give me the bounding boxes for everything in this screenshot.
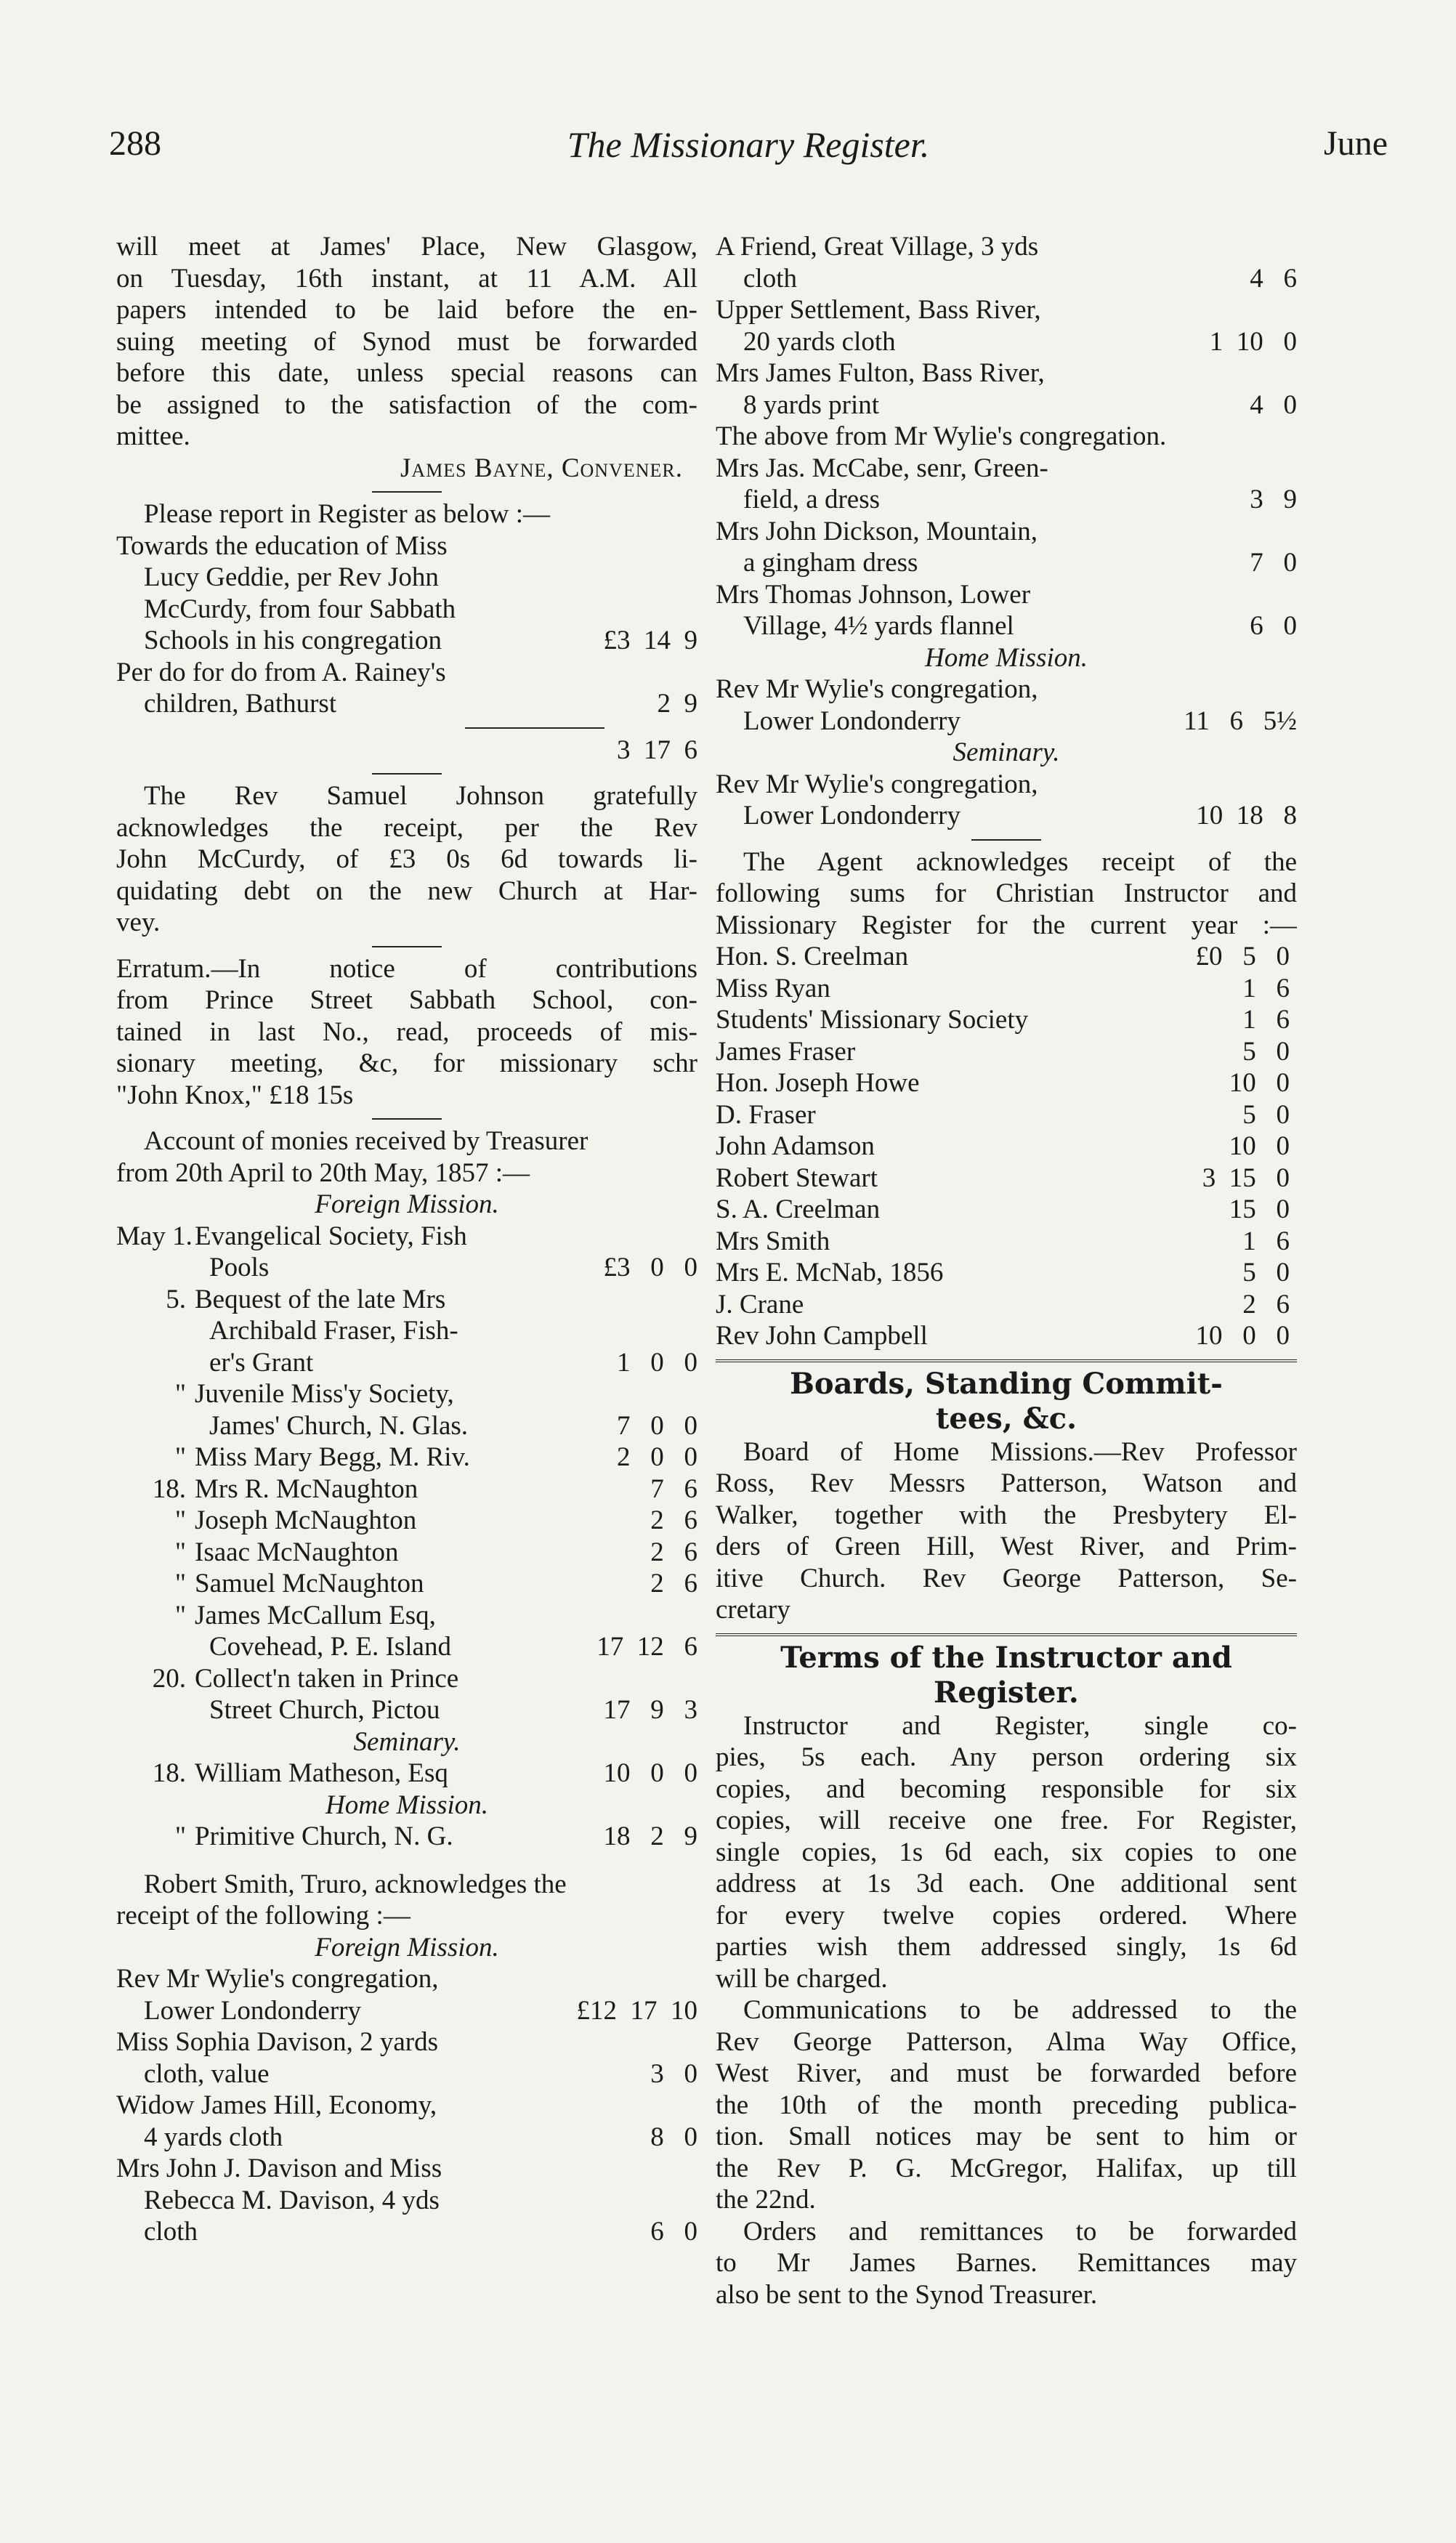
communications-text-line: Communications to be addressed to the bbox=[743, 1995, 1297, 2025]
smith-entry-line: field, a dress 3 9 bbox=[743, 485, 1297, 514]
entry-amount: 1 10 0 bbox=[1209, 326, 1297, 357]
entry-text: Juvenile Miss'y Society, bbox=[195, 1379, 454, 1409]
entry-date: " bbox=[174, 1537, 186, 1567]
agent-name: Mrs E. McNab, 1856 bbox=[716, 1258, 944, 1287]
home-entry-line: Rev Mr Wylie's congregation, bbox=[716, 674, 1038, 704]
entry-amount: 10 0 0 bbox=[603, 1758, 697, 1788]
smith-entry-line: A Friend, Great Village, 3 yds bbox=[716, 232, 1039, 262]
agent-list-item bbox=[716, 1036, 1297, 1068]
treasurer-entry-line bbox=[116, 1537, 697, 1569]
treasurer-entry-line bbox=[116, 1473, 697, 1505]
entry-date: " bbox=[174, 1379, 186, 1409]
treasurer-entry-line bbox=[116, 1378, 697, 1410]
smith-entry-line: Rebecca M. Davison, 4 yds bbox=[144, 2185, 440, 2215]
entry-text: Isaac McNaughton bbox=[195, 1537, 399, 1567]
entry-amount: 7 6 bbox=[650, 1473, 697, 1504]
agent-name: Rev John Campbell bbox=[716, 1321, 928, 1351]
johnson-notice-line: acknowledges the receipt, per the Rev bbox=[116, 812, 697, 843]
boards-heading: tees, &c. bbox=[935, 1401, 1077, 1436]
agent-list-item bbox=[716, 1257, 1297, 1289]
agent-amount: 10 0 bbox=[1229, 1068, 1290, 1098]
agent-amount: 3 15 0 bbox=[1202, 1163, 1290, 1193]
smith-entry-line: Mrs James Fulton, Bass River, bbox=[716, 358, 1045, 388]
seminary-entry-line: Lower Londonderry 10 18 8 bbox=[743, 801, 1297, 830]
treasurer-entry-line bbox=[116, 1663, 697, 1695]
seminary-heading: Seminary. bbox=[953, 737, 1060, 767]
entry-text: Evangelical Society, Fish bbox=[195, 1221, 467, 1251]
agent-amount: 5 0 bbox=[1242, 1036, 1290, 1067]
agent-amount: 15 0 bbox=[1229, 1194, 1290, 1224]
agent-list-item bbox=[716, 1099, 1297, 1131]
agent-name: Students' Missionary Society bbox=[716, 1005, 1029, 1035]
synod-notice-line: on Tuesday, 16th instant, at 11 A.M. All bbox=[116, 263, 697, 294]
boards-text-line: Board of Home Missions.—Rev Professor bbox=[743, 1436, 1297, 1467]
synod-notice-line: papers intended to be laid before the en- bbox=[116, 295, 697, 325]
entry-amount: 1 0 0 bbox=[617, 1347, 697, 1378]
agent-amount: 5 0 bbox=[1242, 1258, 1290, 1287]
entry-amount: 18 2 9 bbox=[603, 1822, 697, 1851]
smith-entry-line: Widow James Hill, Economy, bbox=[116, 2090, 437, 2120]
report-item-line: Lucy Geddie, per Rev John bbox=[144, 562, 439, 592]
entry-date: " bbox=[174, 1822, 186, 1851]
agent-intro-line: following sums for Christian Instructor and bbox=[716, 878, 1297, 908]
page-number: 288 bbox=[109, 124, 161, 163]
boards-text-line: itive Church. Rev George Patterson, Se- bbox=[716, 1563, 1297, 1593]
agent-list-item bbox=[716, 1004, 1297, 1036]
smith-entry-line: Mrs Jas. McCabe, senr, Green- bbox=[716, 453, 1048, 483]
entry-text: Bequest of the late Mrs bbox=[195, 1284, 446, 1314]
treasurer-entry-line: Covehead, P. E. Island 17 12 6 bbox=[209, 1632, 697, 1662]
smith-entry-line: cloth, value 3 0 bbox=[144, 2058, 697, 2089]
smith-entry-line: 8 yards print 4 0 bbox=[743, 389, 1297, 420]
terms-text-line: pies, 5s each. Any person ordering six bbox=[716, 1742, 1297, 1772]
entry-amount: 8 0 bbox=[650, 2122, 697, 2152]
entry-amount: 2 6 bbox=[650, 1505, 697, 1535]
terms-text-line: single copies, 1s 6d each, six copies to one bbox=[716, 1837, 1297, 1867]
treasurer-entry-line: Street Church, Pictou 17 9 3 bbox=[209, 1695, 697, 1725]
spacer bbox=[116, 1853, 697, 1869]
erratum-line: "John Knox," £18 15s bbox=[116, 1080, 354, 1110]
entry-amount: 3 0 bbox=[650, 2058, 697, 2089]
agent-name: John Adamson bbox=[716, 1131, 875, 1161]
total-rule bbox=[116, 720, 697, 735]
agent-name: Hon. S. Creelman bbox=[716, 942, 909, 971]
communications-text-line: the 22nd. bbox=[716, 2185, 816, 2215]
entry-amount: 2 0 0 bbox=[617, 1442, 697, 1472]
agent-name: James Fraser bbox=[716, 1036, 856, 1067]
entry-date: 5. bbox=[166, 1284, 186, 1314]
journal-title: The Missionary Register. bbox=[567, 124, 930, 165]
terms-text-line: parties wish them addressed singly, 1s 6d bbox=[716, 1932, 1297, 1962]
treasurer-intro-line: from 20th April to 20th May, 1857 :— bbox=[116, 1157, 530, 1188]
entry-date: 18. bbox=[152, 1758, 186, 1788]
agent-amount: 1 6 bbox=[1242, 1005, 1290, 1035]
smith-entry-line: cloth 6 0 bbox=[144, 2217, 697, 2247]
smith-heading: Foreign Mission. bbox=[315, 1932, 499, 1962]
report-item-line: Per do for do from A. Rainey's bbox=[116, 657, 446, 687]
agent-list-item bbox=[716, 1067, 1297, 1099]
treasurer-intro-line: Account of monies received by Treasurer bbox=[144, 1126, 589, 1156]
terms-text-line: will be charged. bbox=[716, 1963, 888, 1994]
entry-amount: £3 0 0 bbox=[603, 1253, 697, 1282]
terms-heading: Terms of the Instructor and bbox=[780, 1640, 1232, 1675]
double-rule bbox=[716, 1626, 1297, 1641]
smith-entry-line: Mrs John J. Davison and Miss bbox=[116, 2154, 442, 2183]
communications-text-line: the Rev P. G. McGregor, Halifax, up till bbox=[716, 2153, 1297, 2183]
agent-amount: 5 0 bbox=[1242, 1099, 1290, 1130]
agent-amount: 10 0 bbox=[1229, 1131, 1290, 1161]
treasurer-entry-line bbox=[116, 1600, 697, 1632]
entry-amount: 10 18 8 bbox=[1196, 801, 1297, 830]
smith-entry-line: Upper Settlement, Bass River, bbox=[716, 295, 1041, 325]
johnson-notice-line: The Rev Samuel Johnson gratefully bbox=[144, 781, 697, 811]
entry-amount: 6 0 bbox=[650, 2217, 697, 2247]
treasurer-entry-line bbox=[116, 1758, 697, 1790]
section-rule bbox=[716, 832, 1297, 846]
treasurer-entry-line: James' Church, N. Glas. 7 0 0 bbox=[209, 1410, 697, 1441]
report-item-line: children, Bathurst 2 9 bbox=[144, 689, 697, 719]
communications-text-line: West River, and must be forwarded before bbox=[716, 2058, 1297, 2088]
boards-text-line: Ross, Rev Messrs Patterson, Watson and bbox=[716, 1468, 1297, 1498]
agent-name: Hon. Joseph Howe bbox=[716, 1068, 920, 1098]
left-column bbox=[116, 231, 697, 2248]
agent-name: D. Fraser bbox=[716, 1099, 816, 1130]
agent-list-item bbox=[716, 1131, 1297, 1163]
treasurer-entry-line: er's Grant 1 0 0 bbox=[209, 1347, 697, 1378]
smith-entry-line: 4 yards cloth 8 0 bbox=[144, 2122, 697, 2152]
home-mission-heading: Home Mission. bbox=[924, 642, 1088, 673]
agent-amount: 1 6 bbox=[1242, 973, 1290, 1003]
entry-amount: 11 6 5½ bbox=[1184, 706, 1297, 736]
smith-intro-line: Robert Smith, Truro, acknowledges the bbox=[144, 1869, 567, 1899]
agent-name: Robert Stewart bbox=[716, 1163, 878, 1193]
erratum-line: Erratum.—In notice of contributions bbox=[116, 953, 697, 984]
report-item-line: Schools in his congregation £3 14 9 bbox=[144, 626, 697, 655]
entry-text: Joseph McNaughton bbox=[195, 1505, 417, 1535]
erratum-line: sionary meeting, &c, for missionary schr bbox=[116, 1048, 697, 1078]
agent-list-item bbox=[716, 1194, 1297, 1226]
entry-amount: 7 0 0 bbox=[617, 1410, 697, 1441]
section-rule bbox=[116, 484, 697, 498]
report-item-line: Towards the education of Miss bbox=[116, 530, 448, 561]
entry-text: Miss Mary Begg, M. Riv. bbox=[195, 1442, 470, 1472]
entry-text: Collect'n taken in Prince bbox=[195, 1663, 459, 1694]
entry-amount: 6 0 bbox=[1250, 611, 1297, 641]
boards-text-line: cretary bbox=[716, 1595, 790, 1625]
entry-date: " bbox=[174, 1569, 186, 1598]
entry-amount: 17 9 3 bbox=[603, 1695, 697, 1725]
seminary-entry-line: Rev Mr Wylie's congregation, bbox=[716, 769, 1038, 799]
treasurer-section-heading: Foreign Mission. bbox=[315, 1189, 499, 1219]
synod-notice-line: mittee. bbox=[116, 421, 190, 451]
communications-text-line: Rev George Patterson, Alma Way Office, bbox=[716, 2026, 1297, 2057]
treasurer-entry-line bbox=[116, 1442, 697, 1473]
section-rule bbox=[116, 766, 697, 780]
smith-entry-line: cloth 4 6 bbox=[743, 263, 1297, 294]
entry-date: " bbox=[174, 1505, 186, 1535]
agent-name: Miss Ryan bbox=[716, 973, 830, 1003]
terms-text-line: Instructor and Register, single co- bbox=[743, 1710, 1297, 1741]
entry-amount: 7 0 bbox=[1250, 548, 1297, 578]
agent-intro-line: The Agent acknowledges receipt of the bbox=[743, 846, 1297, 877]
terms-text-line: for every twelve copies ordered. Where bbox=[716, 1900, 1297, 1931]
agent-name: S. A. Creelman bbox=[716, 1194, 881, 1224]
agent-list-item bbox=[716, 973, 1297, 1005]
terms-heading: Register. bbox=[934, 1675, 1079, 1710]
home-entry-line: Lower Londonderry 11 6 5½ bbox=[743, 706, 1297, 736]
synod-notice-line: before this date, unless special reasons can bbox=[116, 358, 697, 388]
terms-text-line: copies, will receive one free. For Register, bbox=[716, 1806, 1297, 1835]
treasurer-entry-line bbox=[116, 1284, 697, 1316]
agent-list-item bbox=[716, 1163, 1297, 1194]
agent-list-item bbox=[716, 941, 1297, 973]
convener-signature: James Bayne, Convener. bbox=[400, 453, 683, 483]
smith-entry-line: Miss Sophia Davison, 2 yards bbox=[116, 2027, 438, 2057]
johnson-notice-line: quidating debt on the new Church at Har- bbox=[116, 876, 697, 906]
agent-amount: 2 6 bbox=[1242, 1289, 1290, 1319]
agent-list-item bbox=[716, 1226, 1297, 1258]
report-intro: Please report in Register as below :— bbox=[144, 499, 550, 529]
issue-month: June bbox=[1324, 124, 1388, 163]
agent-amount: 10 0 0 bbox=[1195, 1321, 1290, 1351]
entry-amount: 2 6 bbox=[650, 1537, 697, 1567]
agent-list-item bbox=[716, 1289, 1297, 1321]
communications-text-line: tion. Small notices may be sent to him or bbox=[716, 2122, 1297, 2151]
section-rule bbox=[116, 1111, 697, 1125]
entry-amount: 4 6 bbox=[1250, 263, 1297, 294]
entry-text: William Matheson, Esq bbox=[195, 1758, 448, 1788]
entry-text: Samuel McNaughton bbox=[195, 1569, 424, 1598]
smith-entry-line: Mrs John Dickson, Mountain, bbox=[716, 516, 1038, 546]
synod-notice-line: suing meeting of Synod must be forwarded bbox=[116, 326, 697, 357]
smith-entry-line: Lower Londonderry £12 17 10 bbox=[144, 1995, 697, 2026]
treasurer-entry-line: Archibald Fraser, Fish- bbox=[209, 1316, 458, 1346]
treasurer-entry-line bbox=[116, 1821, 697, 1853]
treasurer-entry-line: Pools £3 0 0 bbox=[209, 1253, 697, 1282]
terms-text-line: address at 1s 3d each. One additional sent bbox=[716, 1869, 1297, 1899]
entry-amount: 3 9 bbox=[1250, 485, 1297, 514]
report-total bbox=[116, 735, 697, 767]
terms-text-line: copies, and becoming responsible for six bbox=[716, 1774, 1297, 1804]
erratum-line: tained in last No., read, proceeds of mis- bbox=[116, 1016, 697, 1047]
entry-date: " bbox=[174, 1600, 186, 1630]
agent-amount: 1 6 bbox=[1242, 1226, 1290, 1256]
agent-name: J. Crane bbox=[716, 1289, 804, 1319]
treasurer-entry-line bbox=[116, 1505, 697, 1537]
orders-text-line: Orders and remittances to be forwarded bbox=[743, 2216, 1297, 2247]
smith-entry-line: 20 yards cloth 1 10 0 bbox=[743, 326, 1297, 357]
synod-notice-line: be assigned to the satisfaction of the com- bbox=[116, 389, 697, 420]
smith-entry-line: Mrs Thomas Johnson, Lower bbox=[716, 579, 1031, 610]
report-total-amount: 3 17 6 bbox=[617, 735, 697, 765]
entry-date: May 1. bbox=[116, 1221, 193, 1251]
right-column bbox=[716, 231, 1297, 2310]
boards-text-line: Walker, together with the Presbytery El- bbox=[716, 1500, 1297, 1530]
wylie-note: The above from Mr Wylie's congregation. bbox=[716, 421, 1167, 451]
johnson-notice-line: John McCurdy, of £3 0s 6d towards li- bbox=[116, 844, 697, 874]
smith-entry-line: a gingham dress 7 0 bbox=[743, 548, 1297, 578]
treasurer-entry-line bbox=[116, 1568, 697, 1600]
treasurer-section-heading: Home Mission. bbox=[325, 1790, 489, 1820]
double-rule bbox=[716, 1352, 1297, 1367]
report-item-line: McCurdy, from four Sabbath bbox=[144, 594, 456, 624]
boards-heading: Boards, Standing Commit- bbox=[790, 1366, 1223, 1401]
entry-date: 20. bbox=[152, 1663, 186, 1694]
agent-amount: £0 5 0 bbox=[1195, 942, 1290, 971]
entry-amount: 17 12 6 bbox=[596, 1632, 697, 1662]
boards-text-line: ders of Green Hill, West River, and Prim- bbox=[716, 1532, 1297, 1561]
entry-text: Primitive Church, N. G. bbox=[195, 1822, 453, 1851]
running-header bbox=[109, 124, 1388, 189]
smith-entry-line: Rev Mr Wylie's congregation, bbox=[116, 1964, 439, 1994]
agent-intro-line: Missionary Register for the current year :— bbox=[716, 910, 1297, 940]
entry-amount: 2 9 bbox=[657, 689, 697, 719]
section-rule bbox=[116, 939, 697, 953]
entry-amount: 4 0 bbox=[1250, 389, 1297, 420]
treasurer-entry-line bbox=[116, 1221, 697, 1253]
orders-text-line: to Mr James Barnes. Remittances may bbox=[716, 2248, 1297, 2278]
smith-entry-line: Village, 4½ yards flannel 6 0 bbox=[743, 611, 1297, 641]
entry-date: 18. bbox=[152, 1473, 186, 1504]
communications-text-line: the 10th of the month preceding publica- bbox=[716, 2090, 1297, 2120]
entry-amount: 2 6 bbox=[650, 1569, 697, 1598]
smith-intro-line: receipt of the following :— bbox=[116, 1901, 410, 1931]
erratum-line: from Prince Street Sabbath School, con- bbox=[116, 985, 697, 1015]
agent-list-item bbox=[716, 1320, 1297, 1352]
synod-notice-line: will meet at James' Place, New Glasgow, bbox=[116, 232, 697, 262]
orders-text-line: also be sent to the Synod Treasurer. bbox=[716, 2279, 1098, 2310]
johnson-notice-line: vey. bbox=[116, 907, 161, 937]
entry-date: " bbox=[174, 1442, 186, 1472]
entry-amount: £3 14 9 bbox=[603, 626, 697, 655]
entry-text: Mrs R. McNaughton bbox=[195, 1473, 418, 1504]
agent-name: Mrs Smith bbox=[716, 1226, 830, 1256]
treasurer-section-heading: Seminary. bbox=[353, 1726, 461, 1757]
entry-text: James McCallum Esq, bbox=[195, 1600, 436, 1630]
entry-amount: £12 17 10 bbox=[576, 1995, 697, 2026]
